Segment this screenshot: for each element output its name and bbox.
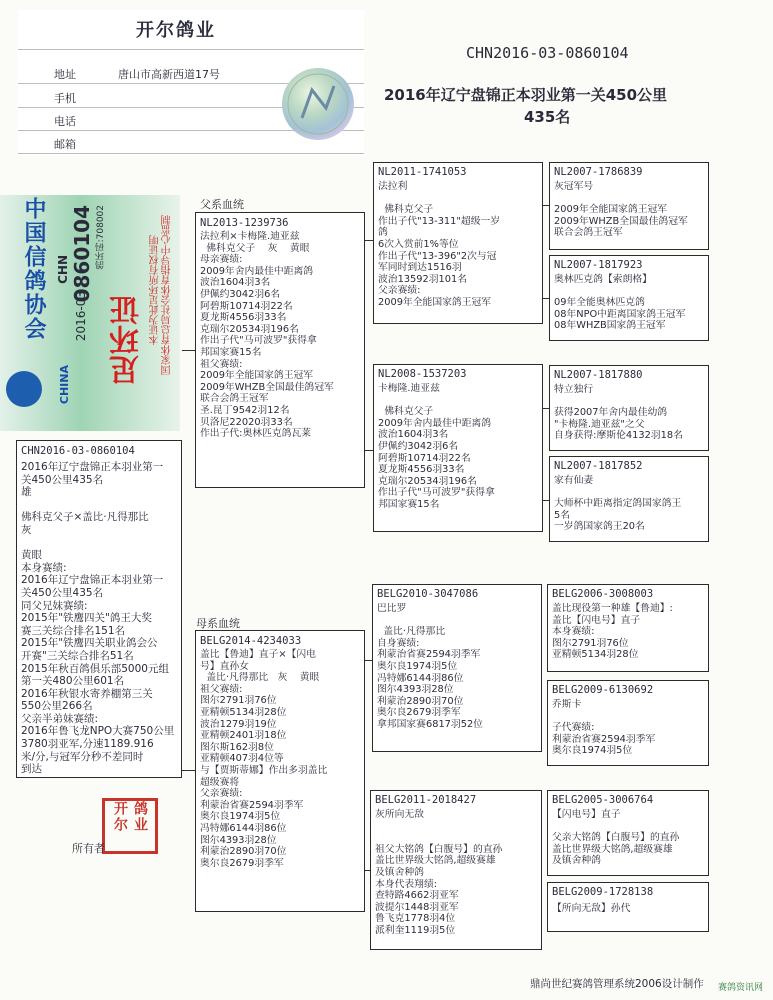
certificate-china-label: CHINA [58, 365, 71, 405]
connector [182, 350, 195, 351]
great-grandparent-3-details: 特立独行 获得2007年舍内最佳幼鸽 "卡梅隆.迪亚兹"之父 自身获得:摩斯伦4132羽18名 [554, 384, 683, 442]
maternal-granddam-ring: BELG2011-2018427 [375, 794, 477, 806]
ring-certificate-card [0, 195, 180, 431]
maternal-grandsire-ring: BELG2010-3047086 [377, 588, 479, 600]
maternal-granddam-box [370, 790, 542, 950]
certificate-note-supervision: 国家体育总局社会体育指导中心监制 [162, 215, 173, 375]
paternal-granddam-ring: NL2008-1537203 [378, 368, 467, 380]
great-grandparent-5-details: 盖比现役第一种雄【鲁迪】: 盖比【闪电号】直子 本身赛绩: 图尔2791羽76位 亚精顿5134羽28位 [552, 603, 673, 661]
great-grandparent-box-3 [549, 365, 709, 451]
owner-field-mobile-label: 手机 [54, 92, 76, 105]
great-grandparent-box-4 [549, 456, 709, 542]
owner-signature-label: 所有者 [72, 842, 105, 855]
connector [365, 870, 370, 871]
owner-seal-stamp-icon [102, 798, 158, 854]
subject-ring-number: CHN2016-03-0860104 [21, 445, 135, 457]
great-grandparent-4-ring: NL2007-1817852 [554, 460, 643, 472]
great-grandparent-1-ring: NL2007-1786839 [554, 166, 643, 178]
connector [365, 450, 373, 451]
connector [543, 500, 549, 501]
great-grandparent-7-ring: BELG2005-3006764 [552, 794, 654, 806]
subject-details: 2016年辽宁盘锦正本羽业第一 关450公里435名 雄 佛科克父子×盖比·凡得那比 灰 黄眼 本身赛绩: 2016年辽宁盘锦正本羽业第一 关450公里435名 同父兄妹赛绩: 2015年"铁鹰四关"鸽王大奖 赛三关综合排名151名 2015年"铁鹰四关职业鸽会公 开赛"三关综合排名51名 2015年秋百鸽俱乐部5000元组 第一关480公里601名 2016年秋银水寄养棚第三关 550公里266名 父亲半弟妹赛绩: 2016年鲁飞龙NPO大赛750公里 3780羽亚军,分速1189.916 米/分,与冠军分秒不差同时 到达 [21, 461, 175, 776]
great-grandparent-8-ring: BELG2009-1728138 [552, 886, 654, 898]
great-grandparent-box-8 [547, 882, 709, 932]
paternal-grandsire-box [373, 162, 543, 324]
certificate-code: 鸽环码:708002 [96, 205, 106, 270]
hologram-seal-icon [282, 68, 354, 140]
maternal-grandsire-details: 巴比罗 盖比·凡得那比 自身赛绩: 利蒙治省赛2594羽季军 奥尔良1974羽5位 冯特娜6144羽86位 图尔4393羽28位 利蒙治2890羽70位 奥尔良2679羽季军 拿邦国家赛6817羽52位 [377, 603, 483, 730]
paternal-grandsire-details: 法拉利 佛科克父子 作出子代"13-311"超级一岁 鸽 6次入赏前1%等位 作出子代"13-396"2次与冠 军同时到达1516羽 波治13592羽101名 父亲赛绩: 2009年全能国家鸽王冠军 [378, 181, 501, 308]
great-grandparent-3-ring: NL2007-1817880 [554, 369, 643, 381]
owner-name: 开尔鸽业 [136, 20, 216, 41]
stamp-lettering: 鸽业 开尔 [112, 801, 148, 833]
paternal-granddam-box [373, 364, 543, 532]
great-grandparent-box-1 [549, 162, 709, 250]
connector [182, 770, 195, 771]
father-ring-number: NL2013-1239736 [200, 217, 289, 229]
father-line-label: 父系血统 [200, 198, 244, 211]
great-grandparent-6-details: 乔斯卡 子代赛绩: 利蒙治省赛2594羽季军 奥尔良1974羽5位 [552, 699, 656, 757]
connector [543, 408, 549, 409]
great-grandparent-box-5 [547, 584, 709, 672]
mother-details: 盖比【鲁迪】直子×【闪电 号】直孙女 盖比·凡得那比 灰 黄眼 祖父赛绩: 图尔2791羽76位 亚精顿5134羽28位 波治1279羽19位 亚精顿2401羽18位 图尔斯162羽8位 亚精顿407羽4位等 与【贾斯蒂娜】作出多羽盖比 超级赛将 父亲赛绩: 利蒙治省赛2594羽季军 奥尔良1974羽5位 冯特娜6144羽86位 图尔4393羽28位 利蒙治2890羽70位 奥尔良2679羽季军 [200, 649, 328, 869]
cpa-logo-icon [6, 371, 42, 407]
father-pedigree-box [195, 212, 365, 488]
certificate-ring-year: 2016-03 [74, 291, 88, 342]
great-grandparent-8-details: 【所向无敌】孙代 [552, 903, 631, 914]
footer-watermark: 赛鸽资讯网 [718, 983, 764, 993]
great-grandparent-2-ring: NL2007-1817923 [554, 259, 643, 271]
paternal-granddam-details: 卡梅隆.迪亚兹 佛科克父子 2009年舍内最佳中距离鸽 波治1604羽3名 伊佩约3042羽6名 阿碧斯10714羽22名 夏龙斯4556羽33名 克瑞尔20534羽196名 作出子代"马可波罗"获得拿 邦国家赛15名 [378, 383, 495, 510]
maternal-grandsire-box [372, 584, 542, 752]
certificate-title: 足环证 [110, 295, 145, 385]
certificate-ring-number: 0860104 [70, 205, 94, 303]
footer-software-credit: 鼎尚世纪赛鸽管理系统2006设计制作 [530, 978, 704, 990]
great-grandparent-box-7 [547, 790, 709, 876]
great-grandparent-2-details: 奥林匹克鸽【索朗格】 09年全能奥林匹克鸽 08年NPO中距离国家鸽王冠军 08年WHZB国家鸽王冠军 [554, 274, 686, 332]
owner-field-email-label: 邮箱 [54, 138, 76, 151]
great-grandparent-7-details: 【闪电号】直子 父亲大铭鸽【白腹号】的直孙 盖比世界级大铭鸽,超级赛雄 及镇舍种鸽 [552, 809, 680, 867]
father-details: 法拉利×卡梅隆.迪亚兹 佛科克父子 灰 黄眼 母亲赛绩: 2009年舍内最佳中距离鸽 波治1604羽3名 伊佩约3042羽6名 阿碧斯10714羽22名 夏龙斯4556羽33名 克瑞尔20534羽196名 作出子代"马可波罗"获得拿 邦国家赛15名 祖父赛绩: 2009年全能国家鸽王冠军 2009年WHZB全国最佳鸽冠军 联合会鸽王冠军 圣.昆丁9542羽12名 贝洛尼22020羽33名 作出子代:奥林匹克鸽瓦莱 [200, 231, 334, 440]
owner-field-phone-label: 电话 [54, 115, 76, 128]
certificate-chn-label: CHN [56, 255, 70, 284]
header-ring-number: CHN2016-03-0860104 [466, 44, 629, 62]
owner-field-address-value: 唐山市高新西道17号 [118, 68, 220, 81]
maternal-granddam-details: 灰所向无敌 祖父大铭鸽【白腹号】的直孙 盖比世界级大铭鸽,超级赛雄 及镇舍种鸽 本身代表翔绩: 查特路4662羽亚军 波提尔1448羽亚军 鲁飞克1778羽4位 派利奎1119羽5位 [375, 809, 503, 936]
great-grandparent-1-details: 灰冠军号 2009年全能国家鸽王冠军 2009年WHZB全国最佳鸽冠军 联合会鸽王冠军 [554, 181, 688, 239]
great-grandparent-5-ring: BELG2006-3008003 [552, 588, 654, 600]
header-achievement-line1: 2016年辽宁盘锦正本羽业第一关450公里 [384, 86, 668, 104]
paternal-grandsire-ring: NL2011-1741053 [378, 166, 467, 178]
mother-pedigree-box [195, 630, 365, 912]
great-grandparent-box-2 [549, 255, 709, 341]
owner-field-address-label: 地址 [54, 68, 76, 81]
great-grandparent-6-ring: BELG2009-6130692 [552, 684, 654, 696]
header-achievement-line2: 435名 [524, 108, 571, 126]
connector [543, 205, 549, 206]
great-grandparent-box-6 [547, 680, 709, 766]
connector [365, 240, 373, 241]
connector [365, 660, 372, 661]
subject-pedigree-box [16, 440, 182, 778]
great-grandparent-4-details: 家有仙妻 大师杯中距离指定鸽国家鸽王 5名 一岁鸽国家鸽王20名 [554, 475, 682, 533]
mother-ring-number: BELG2014-4234033 [200, 635, 302, 647]
mother-line-label: 母系血统 [196, 617, 240, 630]
certificate-association-name: 中国信鸽协会 [21, 197, 46, 341]
certificate-note-ownership: 本证为此足环所有权证明 [150, 235, 161, 345]
connector [543, 298, 549, 299]
